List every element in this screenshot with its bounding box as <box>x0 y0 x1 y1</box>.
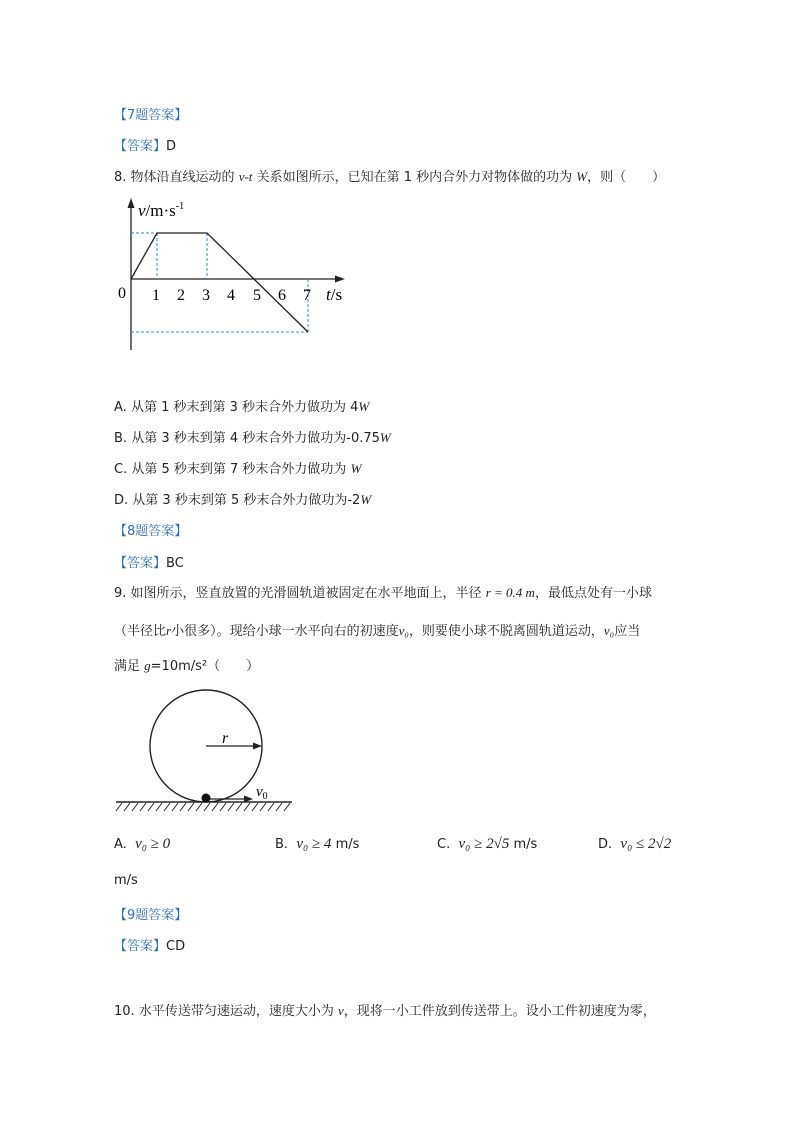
question-text: 水平传送带匀速运动，速度大小为 <box>138 1004 334 1019</box>
option-unit: m/s <box>513 837 538 852</box>
v-symbol: v <box>337 1003 344 1018</box>
velocity-curve <box>131 233 308 332</box>
r-symbol: r <box>166 623 172 638</box>
option-expr: v₀ ≥ 4 <box>296 836 332 852</box>
question-text: 小很多）。现给小球一水平向右的初速度 <box>171 624 399 639</box>
tick-label: 2 <box>177 287 185 304</box>
vt-graph <box>114 195 354 360</box>
option-expr: v₀ ≥ 2√5 <box>458 836 510 852</box>
question-text: =10m/s²（ ） <box>150 659 260 674</box>
q9-stem-line2 <box>114 620 640 639</box>
option-label: A. <box>114 400 127 415</box>
tick-label: 3 <box>202 287 210 304</box>
q9-stem-line3 <box>114 655 259 674</box>
answer-label: 【答案】 <box>114 939 167 954</box>
option-text: 从第 3 秒末到第 4 秒末合外力做功为-0.75 <box>131 431 380 446</box>
q9-option-a <box>114 836 170 853</box>
q8-answer <box>114 552 184 571</box>
circular-track-figure <box>114 688 304 818</box>
option-text: 从第 3 秒末到第 5 秒末合外力做功为-2 <box>132 493 361 508</box>
tick-label: 6 <box>278 287 286 304</box>
option-var: W <box>379 430 391 445</box>
radius-arrowhead <box>253 743 262 750</box>
option-label: D. <box>114 493 129 508</box>
tick-label: 5 <box>253 287 261 304</box>
q9-answer <box>114 935 185 954</box>
x-axis-arrow <box>335 276 345 283</box>
w-symbol: W <box>576 169 588 184</box>
answer-value: BC <box>166 556 184 571</box>
option-var: W <box>360 492 372 507</box>
origin-label: 0 <box>118 285 126 302</box>
question-text: ，则（ ） <box>587 170 666 185</box>
option-var: W <box>350 461 362 476</box>
question-number: 10. <box>114 1004 135 1019</box>
g-symbol: g <box>144 658 151 673</box>
q9-option-b <box>275 836 359 853</box>
question-text: ，最低点处有一小球 <box>534 586 652 601</box>
q9-header: 【9题答案】 <box>114 908 188 923</box>
tick-label: 1 <box>152 287 160 304</box>
q8-stem <box>114 166 665 185</box>
q8-option-b <box>114 427 391 446</box>
r-label: r <box>222 730 229 747</box>
v0-symbol: v₀ <box>603 623 615 638</box>
question-text: ，则要使小球不脱离圆轨道运动， <box>408 624 604 639</box>
x-axis-label: t/s <box>326 285 343 304</box>
answer-value: D <box>166 139 177 154</box>
option-expr: v₀ ≥ 0 <box>135 836 171 852</box>
option-text: 从第 1 秒末到第 3 秒末合外力做功为 4 <box>130 400 359 415</box>
q7-answer <box>114 135 176 154</box>
v0-symbol: v₀ <box>398 623 409 638</box>
q8-option-d <box>114 489 371 508</box>
question-text: ，现将一小工件放到传送带上。设小工件初速度为零， <box>343 1004 656 1019</box>
question-number: 9. <box>114 586 127 601</box>
q7-header: 【7题答案】 <box>114 108 188 123</box>
q9-option-d <box>598 836 671 853</box>
v0-label: $v_0$ <box>256 784 268 802</box>
question-text: 应当 <box>614 624 641 639</box>
option-label: B. <box>114 431 128 446</box>
question-text: （半径比 <box>114 624 167 639</box>
y-axis-label: $v/m\cdot s^{-1}$ <box>138 201 185 220</box>
question-text: 关系如图所示，已知在第 1 秒内合外力对物体做的功为 <box>256 170 573 185</box>
radius-value: r = 0.4 m <box>485 585 535 600</box>
option-expr: v₀ ≤ 2√2 <box>620 836 672 852</box>
q8-header: 【8题答案】 <box>114 524 188 539</box>
q8-option-c <box>114 458 361 477</box>
option-label: B. <box>275 837 289 852</box>
option-unit: m/s <box>335 837 360 852</box>
q8-option-a <box>114 396 369 415</box>
answer-value: CD <box>166 939 186 954</box>
q9-option-c <box>437 836 537 853</box>
q9-option-d-unit: m/s <box>114 873 138 888</box>
option-label: A. <box>114 837 127 852</box>
option-label: D. <box>598 837 613 852</box>
answer-label: 【答案】 <box>114 556 167 571</box>
option-label: C. <box>114 462 128 477</box>
option-text: 从第 5 秒末到第 7 秒末合外力做功为 <box>131 462 347 477</box>
option-label: C. <box>437 837 451 852</box>
question-text: 物体沿直线运动的 <box>130 170 235 185</box>
q9-stem-line1 <box>114 582 652 601</box>
vt-symbol: v-t <box>238 169 253 184</box>
ground-hatching <box>116 803 290 811</box>
option-var: W <box>358 399 370 414</box>
question-text: 满足 <box>114 659 141 674</box>
question-number: 8. <box>114 170 127 185</box>
ball <box>202 794 211 803</box>
answer-label: 【答案】 <box>114 139 167 154</box>
tick-label: 4 <box>227 287 235 304</box>
y-axis-arrow <box>128 198 135 208</box>
tick-label: 7 <box>303 287 311 304</box>
q10-stem <box>114 1000 656 1019</box>
question-text: 如图所示，竖直放置的光滑圆轨道被固定在水平地面上，半径 <box>130 586 482 601</box>
